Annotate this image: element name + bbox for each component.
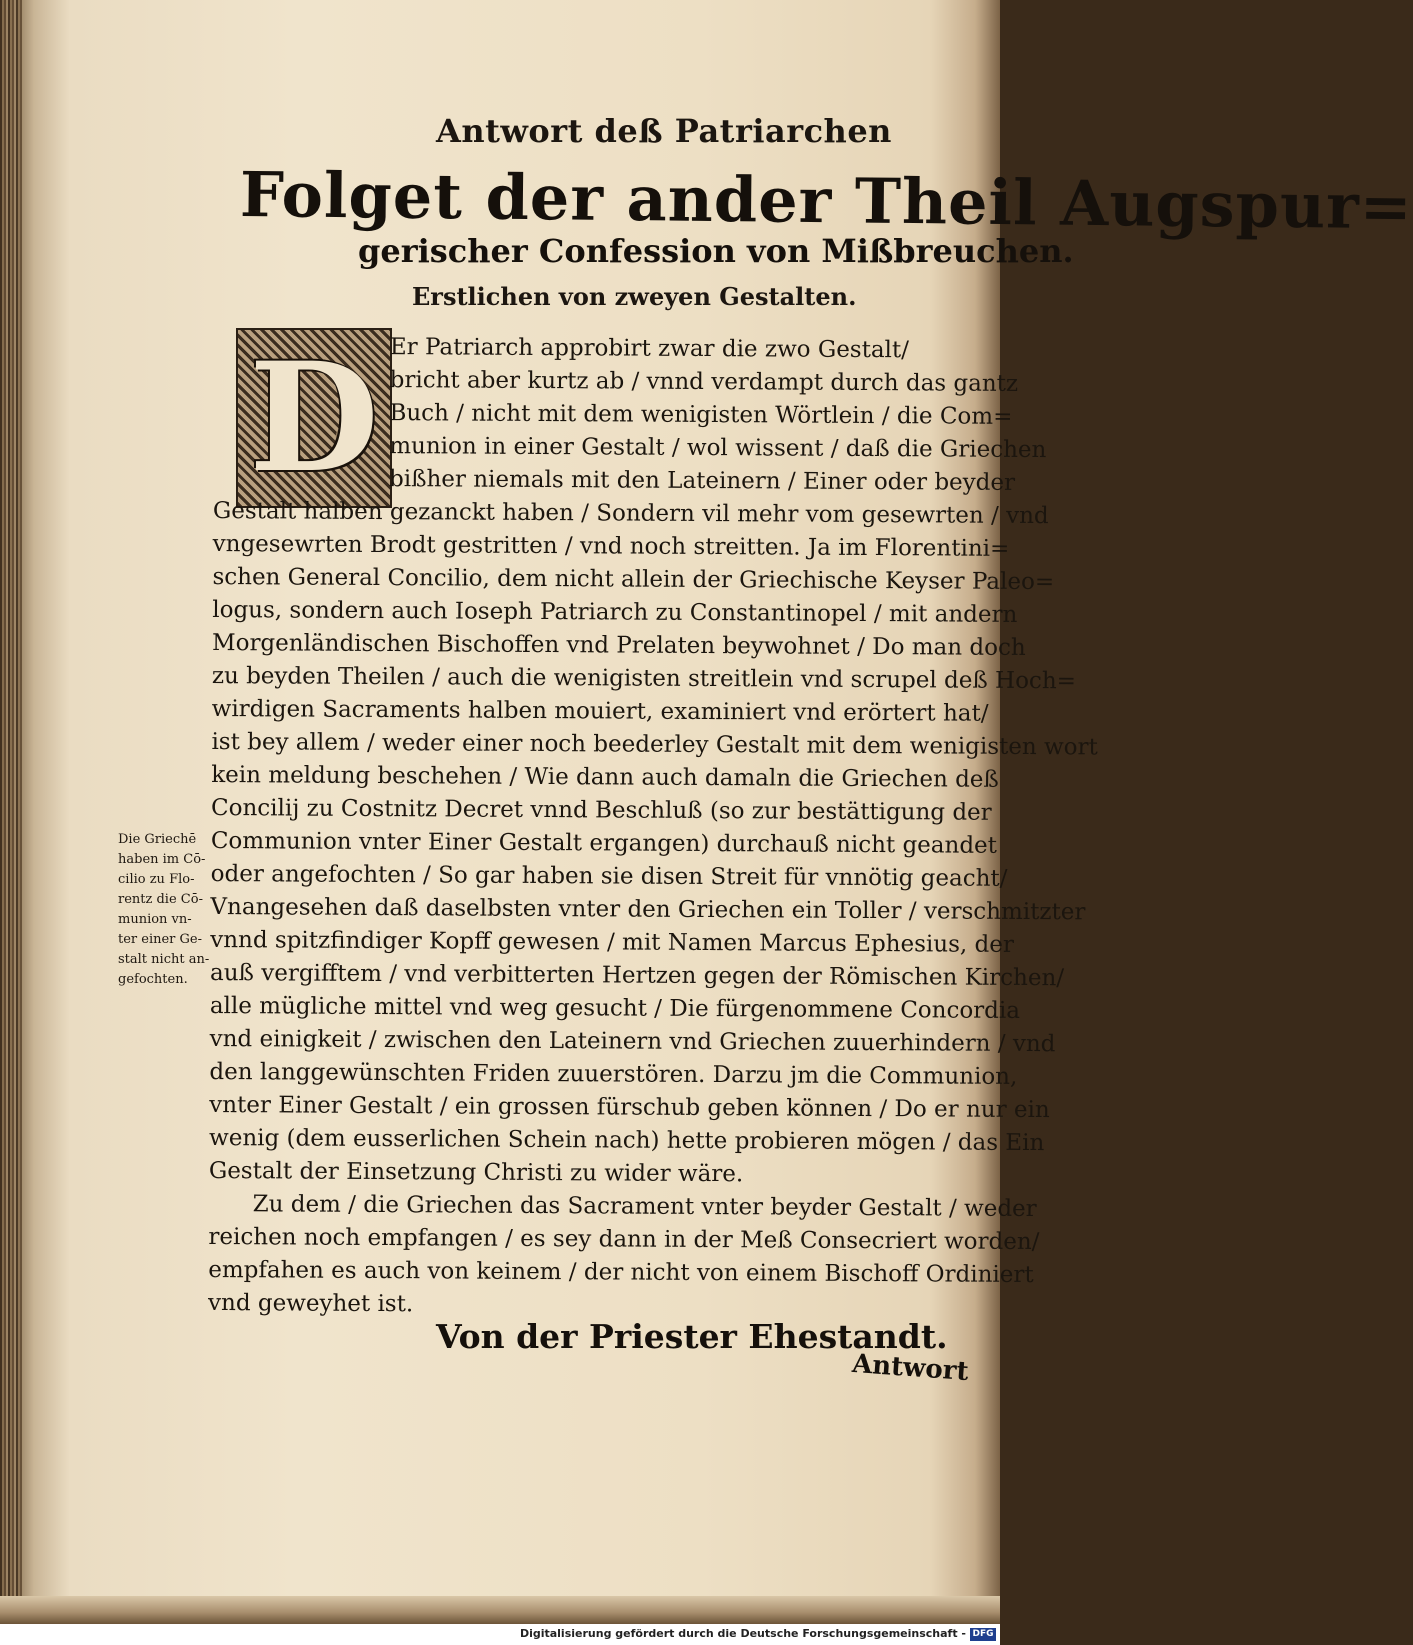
text-line: zu beyden Theilen / auch die wenigisten streitlein vnd scrupel deß Hoch= [211,662,1077,695]
text-line: schen General Concilio, dem nicht allein der Griechische Keyser Paleo= [212,563,1055,596]
marginal-note [118,830,214,990]
text-line: bricht aber kurtz ab / vnnd verdampt durch das gantz [389,367,1019,397]
text-line: Buch / nicht mit dem wenigisten Wörtlein / die Com= [389,400,1013,430]
initial-letter: D [248,330,380,506]
text-line: Communion vnter Einer Gestalt ergangen) durchauß nicht geandet [210,827,998,859]
text-line: wirdigen Sacraments halben mouiert, examiniert vnd erörtert hat/ [211,695,989,727]
marginal-line: Die Griechē [118,832,197,847]
text-line: logus, sondern auch Ioseph Patriarch zu Constantinopel / mit andern [212,596,1018,628]
text-line: Gestalt halben gezanckt haben / Sondern vil mehr vom gesewrten / vnd [212,497,1049,530]
marginal-line: munion vn- [118,912,192,927]
text-line: Concilij zu Costnitz Decret vnnd Beschluß (so zur bestättigung der [211,794,992,826]
text-line: auß vergifftem / vnd verbitterten Hertzen gegen der Römischen Kirchen/ [209,959,1065,992]
text-line: vnd einigkeit / zwischen den Lateinern vnd Griechen zuuerhindern / vnd [209,1025,1056,1058]
text-line: empfahen es auch von keinem / der nicht von einem Bischoff Ordiniert [208,1256,1034,1289]
marginal-line: ter einer Ge- [118,932,202,947]
footer-credit: Digitalisierung gefördert durch die Deutsche Forschungsgemeinschaft - [519,1627,966,1640]
text-line: munion in einer Gestalt / wol wissent / daß die Griechen [389,433,1047,464]
text-line: vnter Einer Gestalt / ein grossen fürschub geben können / Do er nur ein [209,1091,1050,1124]
text-line: Morgenländischen Bischoffen vnd Prelaten beywohnet / Do man doch [212,629,1026,661]
catchword: Antwort [851,1348,970,1388]
page-bottom-edge [0,1596,1000,1624]
marginal-line: rentz die Cō- [118,892,203,907]
text-line: Gestalt der Einsetzung Christi zu wider wäre. [208,1157,744,1188]
text-line: bißher niemals mit den Lateinern / Einer oder beyder [389,466,1016,496]
text-line: alle mügliche mittel vnd weg gesucht / Die fürgenommene Concordia [209,992,1021,1024]
text-line: kein meldung beschehen / Wie dann auch damaln die Griechen deß [211,761,999,793]
running-head: Antwort deß Patriarchen [436,112,892,150]
text-line: Zu dem / die Griechen das Sacrament vnter beyder Gestalt / weder [252,1191,1037,1223]
text-line: vngesewrten Brodt gestritten / vnd noch streitten. Ja im Florentini= [212,530,1010,562]
section-subtitle: Erstlichen von zweyen Gestalten. [412,282,857,311]
body-text [207,330,1098,1325]
text-line: vnd geweyhet ist. [207,1289,414,1318]
title-line-1: Folget der ander Theil Augspur= [239,158,1413,244]
text-line: vnnd spitzfindiger Kopff gewesen / mit Namen Marcus Ephesius, der [210,926,1014,958]
text-line: ist bey allem / weder einer noch beederley Gestalt mit dem wenigisten wort [211,728,1098,761]
text-line: wenig (dem eusserlichen Schein nach) hette probieren mögen / das Ein [208,1124,1045,1157]
text-line: Er Patriarch approbirt zwar die zwo Gestalt/ [389,334,910,364]
text-line: reichen noch empfangen / es sey dann in der Meß Consecriert worden/ [208,1223,1040,1256]
marginal-line: stalt nicht an- [118,952,210,967]
title-line-2: gerischer Confession von Mißbreuchen. [358,232,1074,270]
marginal-line: gefochten. [118,972,188,987]
section-heading: Von der Priester Ehestandt. [436,1317,948,1356]
marginal-line: cilio zu Flo- [118,872,195,887]
text-line: den langgewünschten Friden zuuerstören. Darzu jm die Communion, [209,1058,1018,1090]
text-line: oder angefochten / So gar haben sie disen Streit für vnnötig geacht/ [210,860,1008,892]
dfg-logo: DFG [970,1628,996,1641]
book-gutter [0,0,22,1645]
marginal-line: haben im Cō- [118,852,206,867]
text-line: Vnangesehen daß daselbsten vnter den Griechen ein Toller / verschmitzter [210,893,1086,926]
